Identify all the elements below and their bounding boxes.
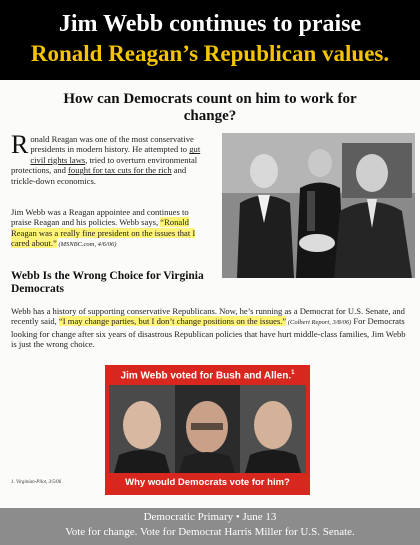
intro-underline-1: gut civil rights laws	[30, 144, 201, 165]
photo-illustration	[222, 133, 415, 278]
intro-paragraph	[11, 130, 209, 186]
callout-box	[105, 365, 310, 495]
appointee-quote: “Ronald Reagan was a really fine president on the issues that I cared about.”	[11, 217, 196, 249]
intro-text-2: , tried to overturn environmental protections, and	[11, 154, 198, 176]
reagan-handshake-photo	[222, 133, 415, 278]
drop-cap: R	[11, 130, 29, 159]
callout-top-text	[105, 370, 310, 381]
footer-line1: Democratic Primary • June 13	[143, 511, 277, 523]
section-heading: Webb Is the Wrong Choice for Virginia Democrats	[11, 270, 204, 295]
footnote: 1. Virginian-Pilot, 3/5/06	[11, 480, 62, 485]
headline-line2: Ronald Reagan’s Republican values.	[30, 41, 390, 66]
section-paragraph	[11, 306, 411, 350]
callout-top: Jim Webb voted for Bush and Allen.	[120, 370, 292, 382]
header-banner	[0, 0, 420, 80]
section-quote: “I may change parties, but I don’t change positions on the issues.”	[58, 316, 287, 327]
footer-banner	[0, 508, 420, 545]
intro-text-1: onald Reagan was one of the most conservative presidents in modern history. He attempted to	[30, 134, 194, 155]
intro-underline-2: fought for tax cuts for the rich	[68, 165, 172, 176]
callout-footnote-mark: 1	[291, 370, 295, 376]
appointee-cite: (MSNBC.com, 4/6/06)	[56, 241, 117, 249]
question-heading: How can Democrats count on him to work for change?	[63, 91, 357, 124]
appointee-paragraph	[11, 207, 209, 251]
section-cite: (Colbert Report, 3/8/06)	[286, 319, 352, 327]
three-faces-photo	[109, 385, 306, 473]
faces-illustration	[109, 385, 306, 473]
footer-line2: Vote for change. Vote for Democrat Harris Miller for U.S. Senate.	[65, 526, 355, 538]
headline-line1: Jim Webb continues to praise	[58, 11, 362, 37]
section-text-1: Webb has a history of supporting conservative Republicans. Now, he’s running as a Democrat for U.S. Senate, and recently said,	[11, 306, 405, 327]
callout-bottom-text: Why would Democrats vote for him?	[125, 477, 290, 488]
appointee-text: Jim Webb was a Reagan appointee and continues to praise Reagan and his policies. Webb says,	[11, 207, 189, 228]
section-text-2: For Democrats looking for change after six years of disastrous Republican policies that have hurt middle-class families, Jim Webb is just the wrong choice.	[11, 316, 406, 350]
intro-text-3: and trickle-down economics.	[11, 165, 187, 186]
